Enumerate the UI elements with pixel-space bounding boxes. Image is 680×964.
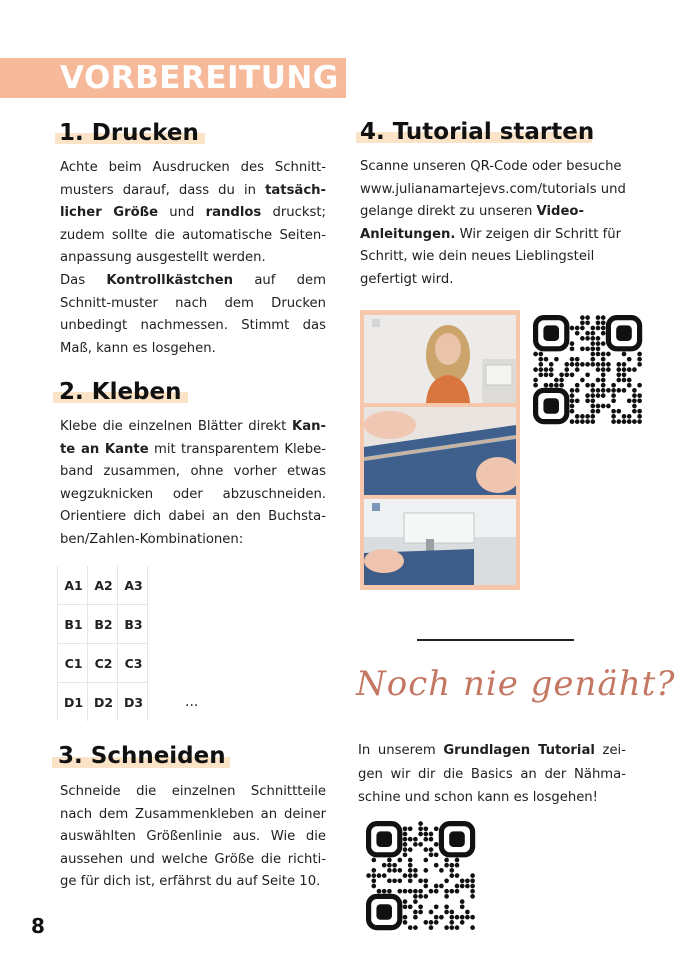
grid-cell: C3 <box>118 644 148 683</box>
grid-cell: C2 <box>88 644 118 683</box>
heading-drucken: 1. Drucken <box>59 120 199 146</box>
photo-presenter <box>364 315 516 403</box>
table-row <box>58 644 148 683</box>
script-heading-noch-nie-genaeht: Noch nie genäht? <box>356 664 676 704</box>
divider-line <box>417 639 574 641</box>
table-row <box>58 683 148 722</box>
grid-cell: A2 <box>88 566 118 605</box>
table-row <box>58 605 148 644</box>
grid-cell: A3 <box>118 566 148 605</box>
heading-kleben: 2. Kleben <box>59 379 182 405</box>
photo-sewing-machine <box>364 499 516 585</box>
grid-cell: D3 <box>118 683 148 722</box>
photo-zipper <box>364 407 516 495</box>
grid-cell: A1 <box>58 566 88 605</box>
tutorial-photo-strip <box>360 310 520 590</box>
paragraph-drucken-1: Achte beim Ausdrucken des Schnitt-musters darauf, dass du in tatsäch-licher Größe und randlos druckst; zudem sollte die automatische Seiten-anpassung ausgestellt werden. <box>60 160 326 266</box>
table-row <box>58 566 148 605</box>
grid-cell: B2 <box>88 605 118 644</box>
paragraph-schneiden: Schneide die einzelnen Schnittteile nach dem Zusammenkleben an deiner auswählten Größenlinie aus. Wie die aussehen und welche Größe die richti-ge für dich ist, erfährst du auf Seite 10. <box>60 784 326 890</box>
page-number: 8 <box>31 914 45 938</box>
paragraph-grundlagen: In unserem Grundlagen Tutorial zei-gen wir dir die Basics an der Nähma-schine und schon kann es losgehen! <box>358 743 626 805</box>
ellipsis: ... <box>185 694 199 710</box>
paragraph-drucken-2: Das Kontrollkästchen auf dem Schnitt-muster nach dem Drucken unbedingt nachmessen. Stimmt das Maß, kann es losgehen. <box>60 273 326 356</box>
section-title: VORBEREITUNG <box>60 60 339 96</box>
grid-cell: D2 <box>88 683 118 722</box>
sheet-grid <box>57 566 148 721</box>
grid-cell: B1 <box>58 605 88 644</box>
qr-code-grundlagen[interactable] <box>366 821 478 935</box>
heading-schneiden: 3. Schneiden <box>58 743 226 769</box>
paragraph-kleben: Klebe die einzelnen Blätter direkt Kan-te an Kante mit transparentem Klebe-band zusammen, ohne vorher etwas wegzuknicken oder abzuschneiden. Orientiere dich dabei an den Buchsta-ben/Zahlen-Kombinationen: <box>60 419 327 547</box>
grid-cell: C1 <box>58 644 88 683</box>
qr-code-tutorials[interactable] <box>533 315 645 429</box>
grid-cell: B3 <box>118 605 148 644</box>
grid-cell: D1 <box>58 683 88 722</box>
heading-tutorial: 4. Tutorial starten <box>360 119 595 145</box>
paragraph-tutorial: Scanne unseren QR-Code oder besuche www.julianamartejevs.com/tutorials und gelange direkt zu unseren Video-Anleitungen. Wir zeigen dir Schritt für Schritt, wie dein neues Lieblingsteil gefertigt wird. <box>360 159 626 287</box>
